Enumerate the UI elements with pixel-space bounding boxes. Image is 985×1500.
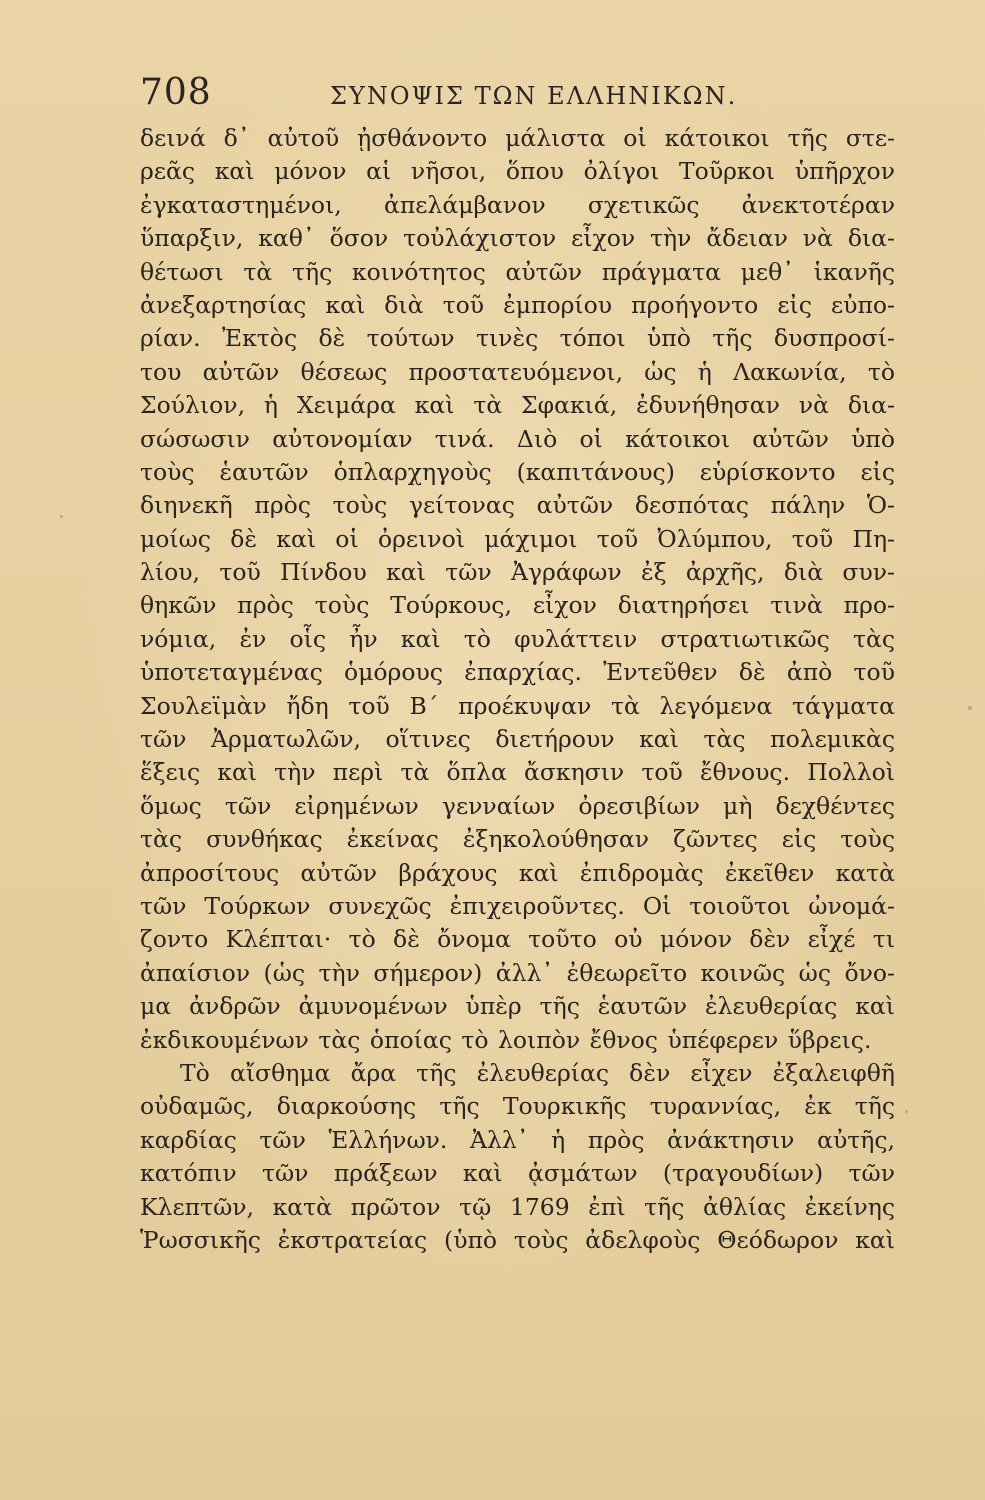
- text-line: λίου, τοῦ Πίνδου καὶ τῶν Ἀγράφων ἐξ ἀρχῆς, διὰ συν-: [140, 558, 895, 587]
- running-head: ΣΥΝΟΨΙΣ ΤΩΝ ΕΛΛΗΝΙΚΩΝ.: [330, 82, 738, 110]
- text-line: ἐγκαταστημένοι, ἀπελάμβανον σχετικῶς ἀνεκτοτέραν: [140, 190, 895, 219]
- text-line: μοίως δὲ καὶ οἱ ὀρεινοὶ μάχιμοι τοῦ Ὀλύμπου, τοῦ Πη-: [140, 524, 895, 553]
- paper-spot: [968, 706, 972, 710]
- text-line: δεινά δ᾽ αὐτοῦ ᾐσθάνοντο μάλιστα οἱ κάτοικοι τῆς στε-: [140, 124, 895, 152]
- text-line: ἀπαίσιον (ὡς τὴν σήμερον) ἀλλ᾽ ἐθεωρεῖτο κοινῶς ὡς ὄνο-: [140, 958, 895, 987]
- text-line: σώσωσιν αὐτονομίαν τινά. Διὸ οἱ κάτοικοι αὐτῶν ὑπὸ: [140, 424, 895, 453]
- page-header: [140, 72, 900, 124]
- text-line: Σούλιον, ἡ Χειμάρα καὶ τὰ Σφακιά, ἐδυνήθησαν νὰ δια-: [140, 391, 895, 420]
- text-line: τῶν Τούρκων συνεχῶς ἐπιχειροῦντες. Οἱ τοιοῦτοι ὠνομά-: [140, 891, 895, 920]
- text-line: ἀπροσίτους αὐτῶν βράχους καὶ ἐπιδρομὰς ἐκεῖθεν κατὰ: [140, 858, 895, 887]
- text-line: ζοντο Κλέπται· τὸ δὲ ὄνομα τοῦτο οὐ μόνον δὲν εἶχέ τι: [140, 925, 895, 954]
- text-line: ἕξεις καὶ τὴν περὶ τὰ ὅπλα ἄσκησιν τοῦ ἔθνους. Πολλοὶ: [140, 758, 895, 787]
- paper-spot: [905, 1110, 908, 1113]
- paper-spot: [60, 515, 63, 518]
- text-line: νόμια, ἐν οἷς ἦν καὶ τὸ φυλάττειν στρατιωτικῶς τὰς: [140, 624, 895, 653]
- text-line: ἀνεξαρτησίας καὶ διὰ τοῦ ἐμπορίου προήγοντο εἰς εὐπο-: [140, 290, 895, 319]
- text-line: ὕπαρξιν, καθ᾽ ὅσον τοὐλάχιστον εἶχον τὴν ἄδειαν νὰ δια-: [140, 224, 895, 253]
- text-line: Σουλεϊμὰν ἤδη τοῦ Β΄ προέκυψαν τὰ λεγόμενα τάγματα: [140, 691, 895, 720]
- text-line: τοὺς ἑαυτῶν ὁπλαρχηγοὺς (καπιτάνους) εὑρίσκοντο εἰς: [140, 457, 895, 486]
- body-text: [140, 122, 895, 1257]
- text-line: τὰς συνθήκας ἐκείνας ἐξηκολούθησαν ζῶντες εἰς τοὺς: [140, 825, 895, 854]
- text-line: διηνεκῆ πρὸς τοὺς γείτονας αὐτῶν δεσπότας πάλην Ὁ-: [140, 491, 895, 520]
- text-line: ρεᾶς καὶ μόνον αἱ νῆσοι, ὅπου ὀλίγοι Τοῦρκοι ὑπῆρχον: [140, 157, 895, 186]
- text-line: θηκῶν πρὸς τοὺς Τούρκους, εἶχον διατηρήσει τινὰ προ-: [140, 591, 895, 620]
- text-line: μα ἀνδρῶν ἀμυνομένων ὑπὲρ τῆς ἑαυτῶν ἐλευθερίας καὶ: [140, 992, 895, 1021]
- text-line: του αὐτῶν θέσεως προστατευόμενοι, ὡς ἡ Λακωνία, τὸ: [140, 357, 895, 386]
- text-line: ἐκδικουμένων τὰς ὁποίας τὸ λοιπὸν ἔθνος ὑπέφερεν ὕβρεις.: [140, 1025, 872, 1054]
- text-line: ὅμως τῶν εἰρημένων γενναίων ὀρεσιβίων μὴ δεχθέντες: [140, 791, 895, 820]
- text-line: θέτωσι τὰ τῆς κοινότητος αὐτῶν πράγματα μεθ᾽ ἱκανῆς: [140, 257, 895, 286]
- text-line: Ῥωσσικῆς ἐκστρατείας (ὑπὸ τοὺς ἀδελφοὺς Θεόδωρον καὶ: [140, 1225, 895, 1254]
- text-line: ὑποτεταγμένας ὁμόρους ἐπαρχίας. Ἐντεῦθεν δὲ ἀπὸ τοῦ: [140, 658, 895, 687]
- text-line: Τὸ αἴσθημα ἄρα τῆς ἐλευθερίας δὲν εἶχεν ἐξαλειφθῆ: [180, 1058, 895, 1087]
- text-line: καρδίας τῶν Ἑλλήνων. Ἀλλ᾽ ἡ πρὸς ἀνάκτησιν αὐτῆς,: [140, 1125, 895, 1154]
- page-number: 708: [140, 72, 212, 113]
- text-line: Κλεπτῶν, κατὰ πρῶτον τῷ 1769 ἐπὶ τῆς ἀθλίας ἐκείνης: [140, 1192, 895, 1221]
- text-line: κατόπιν τῶν πράξεων καὶ ᾀσμάτων (τραγουδίων) τῶν: [140, 1159, 895, 1188]
- text-line: τῶν Ἀρματωλῶν, οἵτινες διετήρουν καὶ τὰς πολεμικὰς: [140, 725, 895, 754]
- text-line: ρίαν. Ἐκτὸς δὲ τούτων τινὲς τόποι ὑπὸ τῆς δυσπροσί-: [140, 324, 895, 353]
- text-line: οὐδαμῶς, διαρκούσης τῆς Τουρκικῆς τυραννίας, ἐκ τῆς: [140, 1092, 895, 1121]
